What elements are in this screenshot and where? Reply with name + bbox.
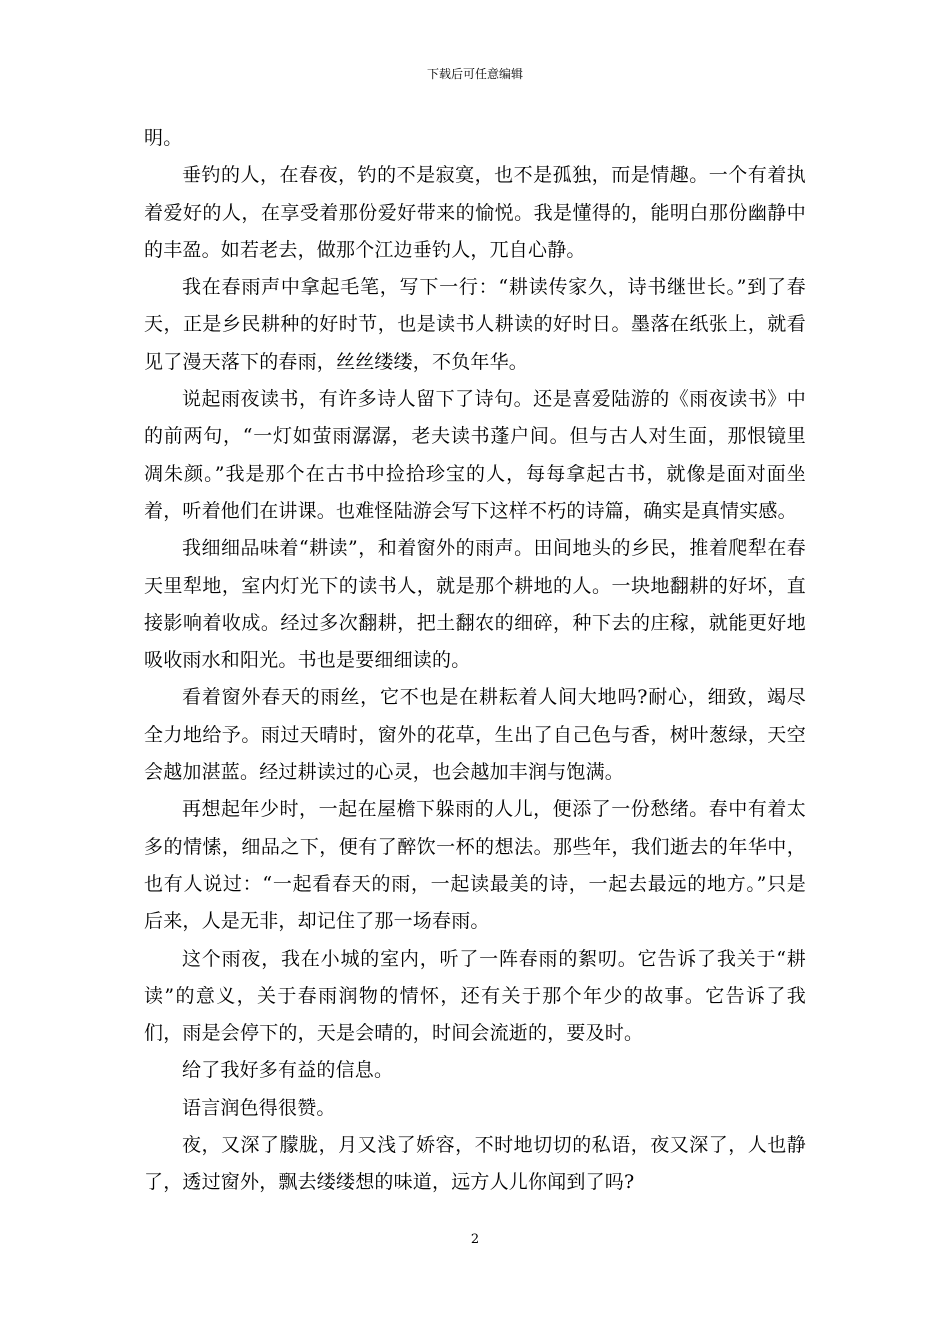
paragraph-1: 明。 [144, 127, 183, 149]
paragraph-2: 垂钓的人，在春夜，钓的不是寂寞，也不是孤独，而是情趣。一个有着执着爱好的人，在享受着那份爱好带来的愉悦。我是懂得的，能明白那份幽静中的丰盈。如若老去，做那个江边垂钓人，兀自心静。 [144, 164, 806, 261]
paragraph-7: 再想起年少时，一起在屋檐下躲雨的人儿，便添了一份愁绪。春中有着太多的情愫，细品之下，便有了醉饮一杯的想法。那些年，我们逝去的年华中，也有人说过：“一起看春天的雨，一起读最美的诗，一起去最远的地方。”只是后来，人是无非，却记住了那一场春雨。 [144, 798, 806, 933]
paragraph-8: 这个雨夜，我在小城的室内，听了一阵春雨的絮叨。它告诉了我关于“耕读”的意义，关于春雨润物的情怀，还有关于那个年少的故事。它告诉了我们，雨是会停下的，天是会晴的，时间会流逝的，要及时。 [144, 947, 806, 1045]
document-body [144, 120, 806, 1202]
page-number: 2 [470, 1232, 480, 1247]
page-header: 下载后可任意编辑 [426, 67, 523, 81]
paragraph-4: 说起雨夜读书，有许多诗人留下了诗句。还是喜爱陆游的《雨夜读书》中的前两句，“一灯如萤雨潺潺，老夫读书蓬户间。但与古人对生面，那恨镜里凋朱颜。”我是那个在古书中捡拾珍宝的人，每每拿起古书，就像是面对面坐着，听着他们在讲课。也难怪陆游会写下这样不朽的诗篇，确实是真情实感。 [144, 388, 806, 522]
paragraph-3: 我在春雨声中拿起毛笔，写下一行：“耕读传家久，诗书继世长。”到了春天，正是乡民耕种的好时节，也是读书人耕读的好时日。墨落在纸张上，就看见了漫天落下的春雨，丝丝缕缕，不负年华。 [144, 276, 806, 373]
paragraph-5: 我细细品味着“耕读”，和着窗外的雨声。田间地头的乡民，推着爬犁在春天里犁地，室内灯光下的读书人，就是那个耕地的人。一块地翻耕的好坏，直接影响着收成。经过多次翻耕，把土翻农的细碎，种下去的庄稼，就能更好地吸收雨水和阳光。书也是要细细读的。 [144, 537, 806, 672]
paragraph-9: 给了我好多有益的信息。 [182, 1059, 394, 1082]
paragraph-11: 夜，又深了朦胧，月又浅了娇容，不时地切切的私语，夜又深了，人也静了，透过窗外，飘去缕缕想的味道，远方人儿你闻到了吗? [144, 1134, 806, 1194]
paragraph-10: 语言润色得很赞。 [182, 1096, 336, 1119]
paragraph-6: 看着窗外春天的雨丝，它不也是在耕耘着人间大地吗?耐心，细致，竭尽全力地给予。雨过天晴时，窗外的花草，生出了自己色与香，树叶葱绿，天空会越加湛蓝。经过耕读过的心灵，也会越加丰润与饱满。 [144, 686, 806, 784]
